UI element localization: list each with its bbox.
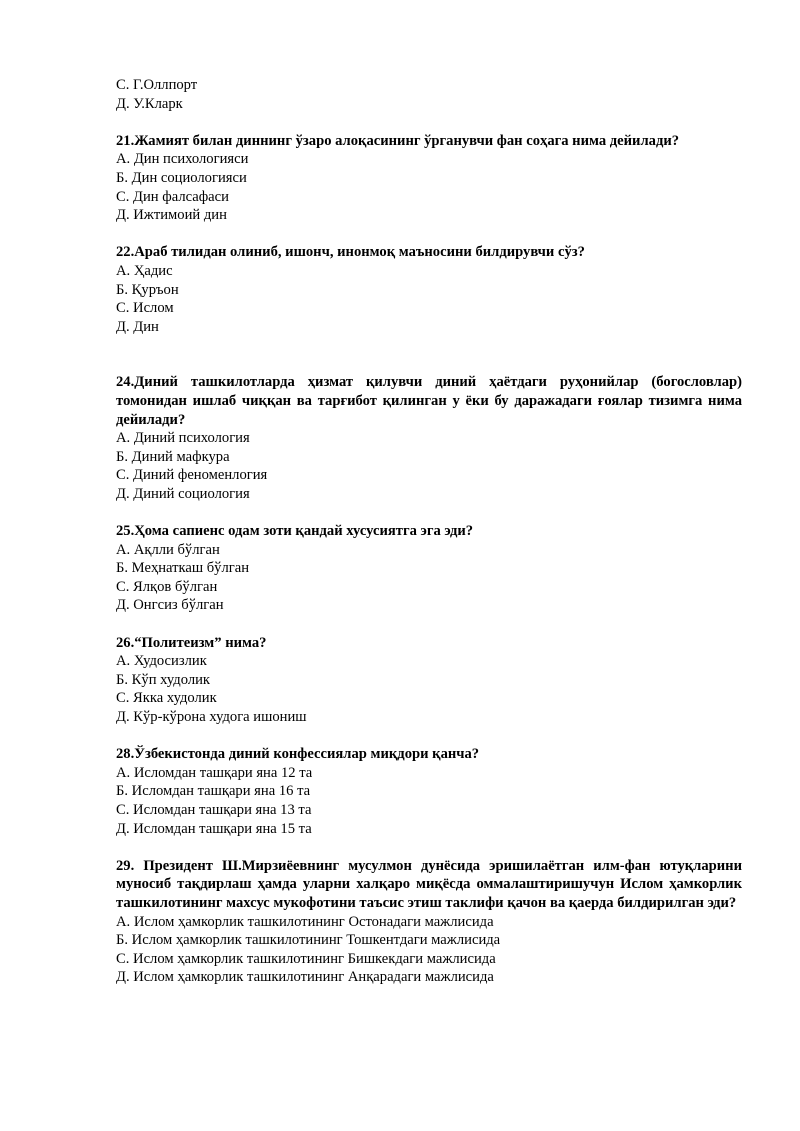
option-a: А. Ақлли бўлган: [116, 541, 220, 558]
option-b: Б. Кўп худолик: [116, 671, 210, 688]
option-c: С. Исломдан ташқари яна 13 та: [116, 801, 312, 818]
option-a: А. Худосизлик: [116, 653, 207, 670]
option-c: С. Ислом ҳамкорлик ташкилотининг Бишкекдаги мажлисида: [116, 950, 496, 967]
option-d: Д. Исломдан ташқари яна 15 та: [116, 820, 312, 837]
option-b: Б. Қуръон: [116, 281, 179, 298]
question-22: 22.Араб тилидан олиниб, ишонч, инонмоқ маъносини билдирувчи сўз?: [116, 244, 585, 261]
option-d: Д. Онгсиз бўлган: [116, 597, 224, 614]
option-b: Б. Меҳнаткаш бўлган: [116, 560, 250, 577]
option-b: Б. Ислом ҳамкорлик ташкилотининг Тошкентдаги мажлисида: [116, 932, 501, 949]
option-d: Д. Ижтимоий дин: [116, 207, 227, 224]
option-a: А. Дин психологияси: [116, 151, 249, 168]
question-28: 28.Ўзбекистонда диний конфессиялар миқдори қанча?: [116, 746, 480, 763]
option-c: С. Ялқов бўлган: [116, 578, 218, 595]
option-c: С. Ислом: [116, 300, 174, 317]
option-a: А. Исломдан ташқари яна 12 та: [116, 764, 313, 781]
option-c: С. Диний феноменлогия: [116, 467, 268, 484]
document-body: [116, 76, 742, 987]
option-d: Д. Дин: [116, 318, 159, 335]
option-b: Б. Дин социологияси: [116, 169, 247, 186]
option-b: Б. Исломдан ташқари яна 16 та: [116, 783, 311, 800]
option-a: А. Ислом ҳамкорлик ташкилотининг Остонадаги мажлисида: [116, 913, 494, 930]
option-d: Д. Диний социология: [116, 485, 250, 502]
option-d: Д. Кўр-кўрона худога ишониш: [116, 709, 307, 725]
option-c: С. Г.Оллпорт: [116, 77, 198, 93]
option-d: Д. Ислом ҳамкорлик ташкилотининг Анқарадаги мажлисида: [116, 969, 494, 986]
option-c: С. Дин фалсафаси: [116, 188, 229, 205]
question-24: 24.Диний ташкилотларда ҳизмат қилувчи диний ҳаётдаги руҳонийлар (богословлар) томонидан ишлаб чиққан ва тарғибот қилинган у ёки бу даражадаги ғоялар тизимга нима дейилади?: [116, 374, 742, 428]
option-a: А. Диний психология: [116, 430, 250, 447]
option-b: Б. Диний мафкура: [116, 448, 230, 465]
option-c: С. Якка худолик: [116, 690, 217, 707]
question-26: 26.“Политеизм” нима?: [116, 634, 267, 651]
option-d: Д. У.Кларк: [116, 95, 183, 112]
question-29: 29. Президент Ш.Мирзиёевнинг мусулмон дунёсида эришилаётган илм-фан ютуқларини муносиб тақдирлаш ҳамда уларни халқаро миқёсда оммалаштиришучун Ислом ҳамкорлик ташкилотининг махсус мукофотини таъсис этиш таклифи қачон ва қаерда билдирилган эди?: [116, 857, 742, 911]
question-25: 25.Ҳома сапиенс одам зоти қандай хусусиятга эга эди?: [116, 523, 474, 540]
option-a: А. Ҳадис: [116, 262, 173, 279]
question-21: 21.Жамият билан диннинг ўзаро алоқасининг ўрганувчи фан соҳага нима дейилади?: [116, 132, 680, 149]
